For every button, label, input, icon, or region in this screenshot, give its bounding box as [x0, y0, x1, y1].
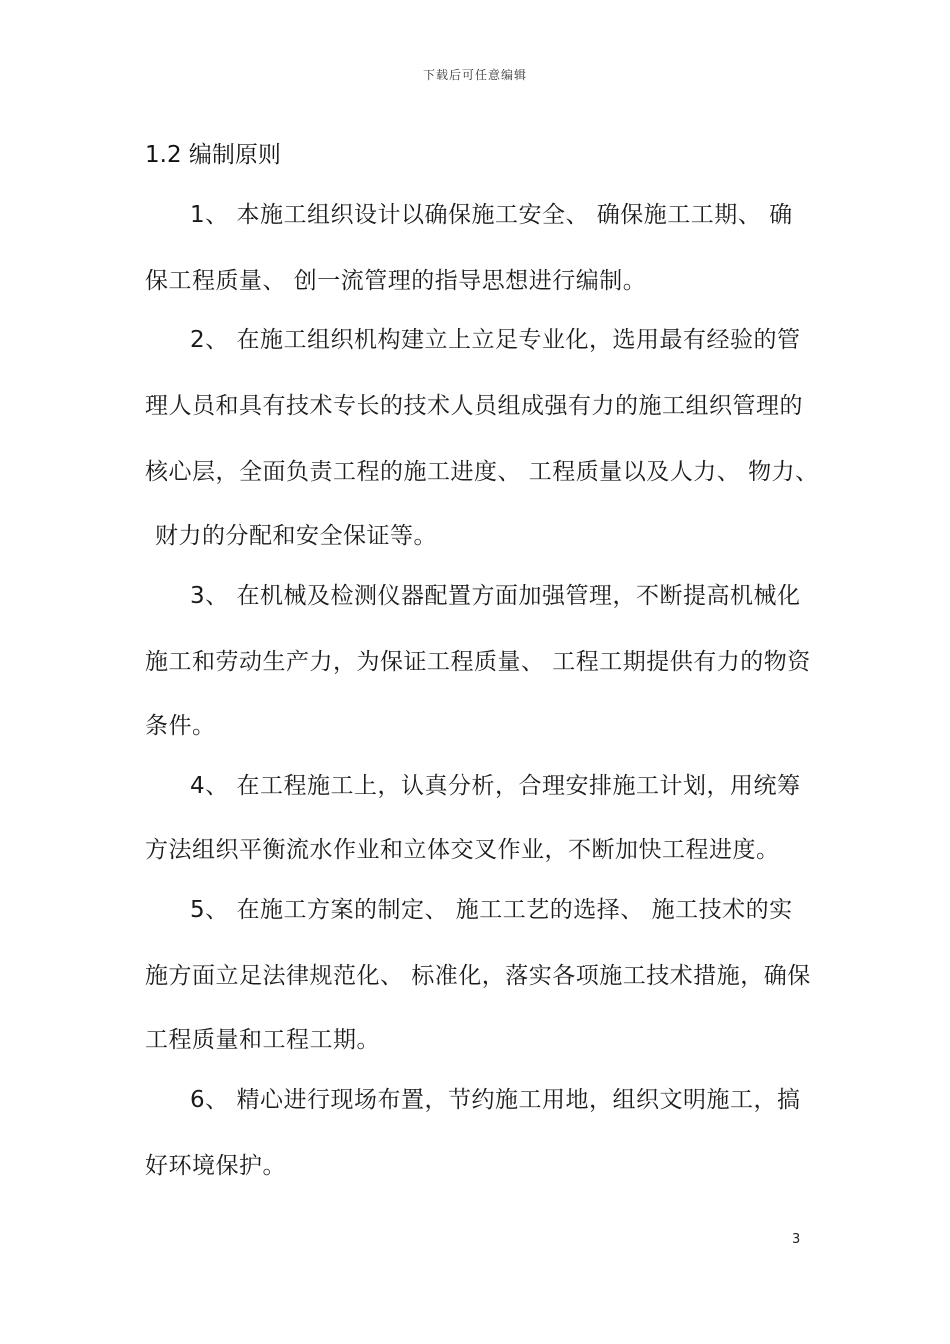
paragraph-line: 方法组织平衡流水作业和立体交叉作业，不断加快工程进度。: [145, 837, 780, 863]
paragraph-line: 工程质量和工程工期。: [145, 1027, 380, 1053]
paragraph-line: 2、 在施工组织机构建立上立足专业化，选用最有经验的管: [190, 327, 801, 353]
paragraph-line: 5、 在施工方案的制定、 施工工艺的选择、 施工技术的实: [190, 897, 793, 923]
paragraph-line: 4、 在工程施工上，认真分析，合理安排施工计划，用统筹: [190, 773, 801, 799]
paragraph-line: 1、 本施工组织设计以确保施工安全、 确保施工工期、 确: [190, 202, 793, 228]
section-title: 1.2 编制原则: [145, 142, 281, 168]
header-note: 下载后可任意编辑: [422, 68, 527, 82]
paragraph-line: 好环境保护。: [145, 1153, 286, 1179]
paragraph-line: 保工程质量、 创一流管理的指导思想进行编制。: [145, 268, 647, 294]
paragraph-line: 施方面立足法律规范化、 标准化，落实各项施工技术措施，确保: [145, 963, 811, 989]
paragraph-line: 条件。: [145, 713, 216, 739]
paragraph-line: 6、 精心进行现场布置，节约施工用地，组织文明施工，搞: [190, 1087, 801, 1113]
page-number: 3: [792, 1232, 801, 1247]
paragraph-line: 3、 在机械及检测仪器配置方面加强管理，不断提高机械化: [190, 583, 801, 609]
paragraph-line: 施工和劳动生产力，为保证工程质量、 工程工期提供有力的物资: [145, 649, 811, 675]
paragraph-line: 核心层，全面负责工程的施工进度、 工程质量以及人力、 物力、: [145, 459, 819, 485]
paragraph-line: 理人员和具有技术专长的技术人员组成强有力的施工组织管理的: [145, 393, 803, 419]
paragraph-line: 财力的分配和安全保证等。: [155, 523, 437, 549]
